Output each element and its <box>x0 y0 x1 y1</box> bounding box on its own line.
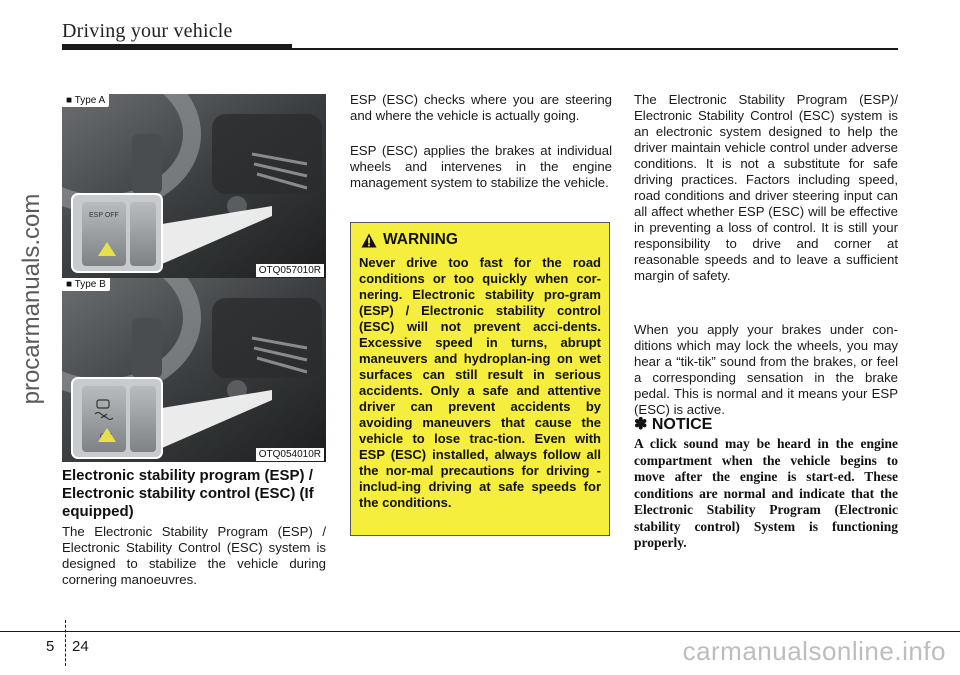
esp-button-label: ESP OFF <box>89 212 119 219</box>
watermark-bottom: carmanualsonline.info <box>682 636 946 666</box>
esp-checks-paragraph: ESP (ESC) checks where you are steering and where the vehicle is actually going. <box>350 92 612 123</box>
esp-heading: Electronic stability program (ESP) / Electronic stability control (ESC) (If equipped) <box>62 467 314 520</box>
footer-line <box>0 631 960 632</box>
arrow-icon <box>98 242 116 256</box>
notice-icon: ✽ <box>634 416 648 433</box>
notice-text: A click sound may be heard in the engine compartment when the vehicle begins to move after the engine is start-ed. These conditions are normal and indicate that the Electronic Stability Program (Electronic stability control) System is functioning properly. <box>634 436 898 550</box>
notice-label: NOTICE <box>651 416 713 433</box>
watermark-left: procarmanuals.com <box>18 193 45 405</box>
esp-intro-paragraph: The Electronic Stability Program (ESP) / Electronic Stability Control (ESC) system is designed to stabilize the vehicle during cornering manoeuvres. <box>62 524 326 587</box>
esp-brakes-paragraph: ESP (ESC) applies the brakes at individual wheels and intervenes in the engine management system to stabilize the vehicle. <box>350 143 612 190</box>
page-number: 24 <box>72 638 89 655</box>
figure-code-a: OTQ057010R <box>256 264 324 277</box>
arrow-icon <box>98 428 116 442</box>
figure-code-b: OTQ054010R <box>256 448 324 461</box>
warning-triangle-icon <box>361 233 377 248</box>
figure-type-b <box>62 278 326 462</box>
notice-title <box>634 414 712 434</box>
esp-tik-tik-paragraph: When you apply your brakes under con-ditions which may lock the wheels, you may hear a “tik-tik” sound from the brakes, or feel a corresponding sensation in the brake pedal. This is normal and it means your ESP (ESC) is active. <box>634 322 898 417</box>
header-line <box>62 48 898 50</box>
chapter-number: 5 <box>46 638 55 655</box>
warning-box <box>350 222 610 536</box>
esp-off-label: OFF <box>100 434 112 440</box>
type-b-label: ■ Type B <box>62 278 110 291</box>
warning-header <box>361 231 601 249</box>
type-a-label: ■ Type A <box>62 94 109 107</box>
warning-text: Never drive too fast for the road conditions or too quickly when cor-nering. Electronic stability pro-gram (ESP) / Electronic stability control (ESC) will not prevent acci-dents. Excessive speed in turns, abrupt maneuvers and hydroplan-ing on wet surfaces can still result in serious accidents. Only a safe and attentive driver can prevent accidents by avoiding maneuvers that cause the vehicle to lose trac-tion. Even with ESP (ESC) installed, always follow all the nor-mal precautions for driving - includ-ing driving at safe speeds for the conditions. <box>359 255 601 510</box>
section-title: Driving your vehicle <box>62 20 233 42</box>
footer-divider <box>65 620 66 666</box>
warning-title: WARNING <box>383 231 458 248</box>
esp-description-paragraph: The Electronic Stability Program (ESP)/ Electronic Stability Control (ESC) system is an electronic system designed to help the driver maintain vehicle control under adverse conditions. It is not a substitute for safe driving practices. Factors including speed, road conditions and driver steering input can all affect whether ESP (ESC) will be effective in preventing a loss of control. It is still your responsibility to drive and corner at reasonable speeds and to leave a sufficient margin of safety. <box>634 92 898 283</box>
figure-type-a <box>62 94 326 278</box>
